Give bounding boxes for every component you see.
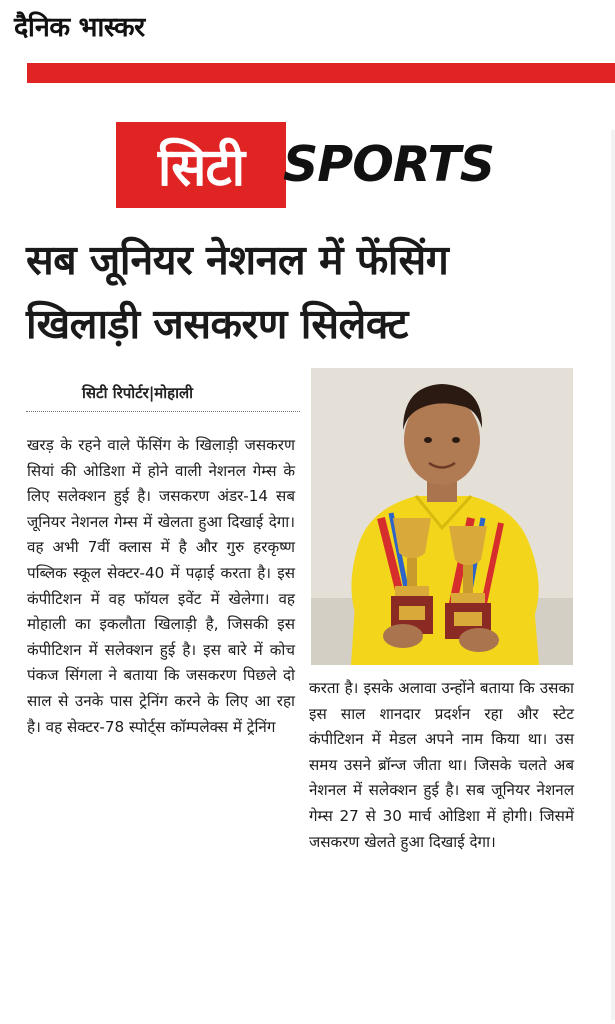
player-photo bbox=[311, 368, 573, 665]
masthead: दैनिक भास्कर bbox=[14, 12, 145, 43]
article-column-1: खरड़ के रहने वाले फेंसिंग के खिलाड़ी जसकरण सियां की ओडिशा में होने वाली नेशनल गेम्स के लिए सलेक्शन हुई है। जसकरण अंडर-14 सब जूनियर नेशनल गेम्स में खेलता हुआ दिखाई देगा। वह अभी 7वीं क्लास में है और गुरु हरकृष्ण पब्लिक स्कूल सेक्टर-40 में पढ़ाई करता है। इस कंपीटिशन में वह फॉयल इवेंट में खेलेगा। वह मोहाली का इकलौता खिलाड़ी है, जिसकी इस कंपीटिशन में सलेक्शन हुई है। इस बारे में कोच पंकज सिंगला ने बताया कि जसकरण पिछले दो साल से उनके पास ट्रेनिंग करने के लिए आ रहा है। वह सेक्टर-78 स्पोर्ट्स कॉम्पलेक्स में ट्रेनिंग bbox=[27, 436, 295, 736]
headline-line-2: खिलाड़ी जसकरण सिलेक्ट bbox=[26, 300, 408, 348]
section-sports-label: SPORTS bbox=[283, 136, 495, 193]
dotted-divider bbox=[26, 411, 300, 412]
headline-line-1: सब जूनियर नेशनल में फेंसिंग bbox=[26, 236, 449, 284]
section-city-label: सिटी bbox=[116, 122, 286, 208]
masthead-red-rule bbox=[27, 63, 615, 83]
byline: सिटी रिपोर्टर|मोहाली bbox=[82, 384, 194, 402]
article-column-2: करता है। इसके अलावा उन्होंने बताया कि उसका इस साल शानदार प्रदर्शन रहा और स्टेट कंपीटिशन में मेडल अपने नाम किया था। उस समय उसने ब्रॉन्ज जीता था। जिसके चलते अब नेशनल में सलेक्शन हुई है। सब जूनियर नेशनल गेम्स 27 से 30 मार्च ओडिशा में होगी। जिसमें जसकरण खेलते हुआ दिखाई देगा। bbox=[309, 679, 574, 851]
page-edge-shadow bbox=[611, 130, 615, 1020]
headline bbox=[26, 228, 586, 356]
